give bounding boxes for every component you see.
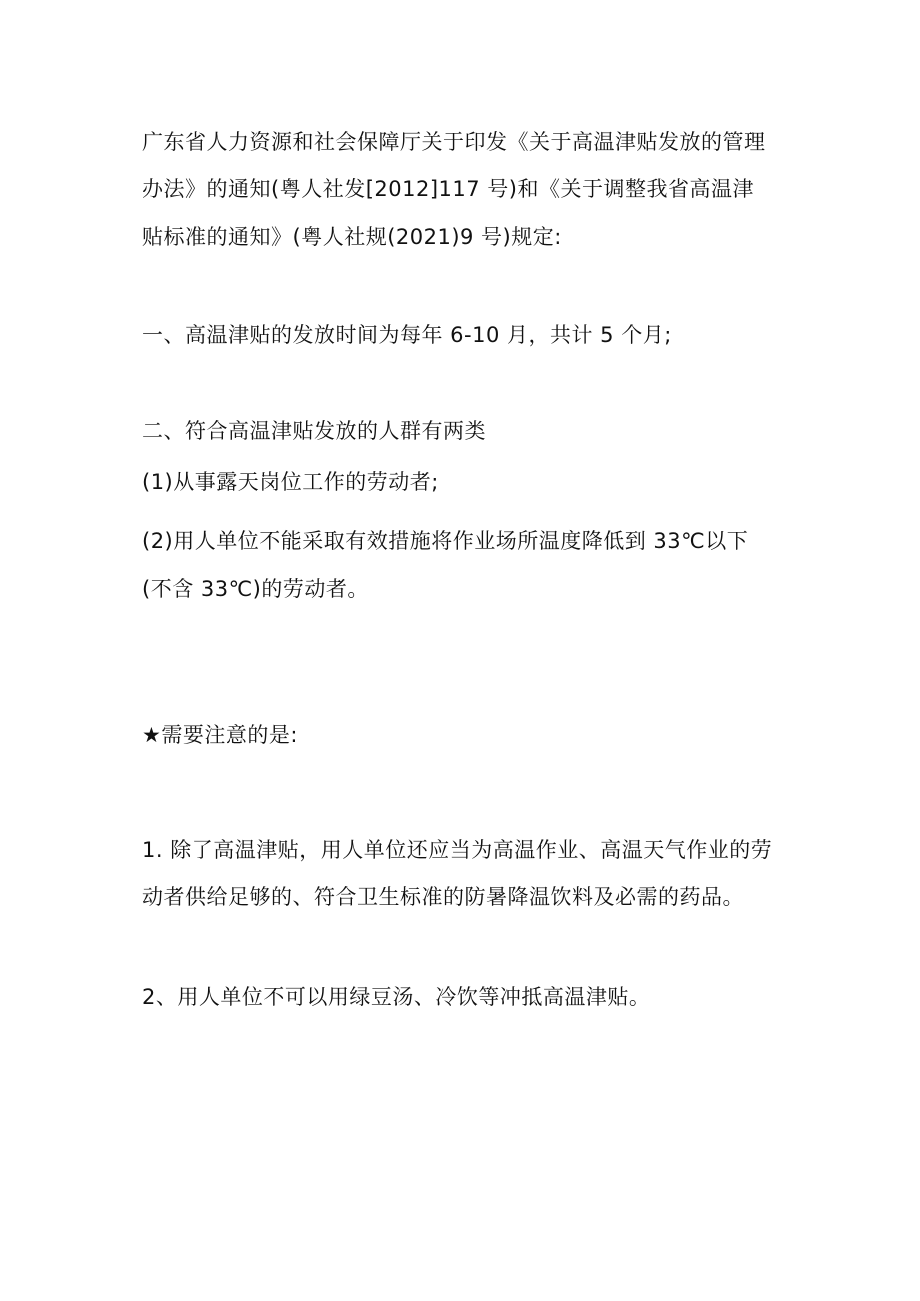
notice-2: 2、用人单位不可以用绿豆汤、冷饮等冲抵高温津贴。 [142, 985, 651, 1009]
point-1-payment-period: 一、高温津贴的发放时间为每年 6-10 月，共计 5 个月; [142, 323, 672, 347]
notice-heading: ★需要注意的是: [142, 723, 298, 747]
point-2-heading: 二、符合高温津贴发放的人群有两类 [142, 419, 486, 443]
notice-1-line-2: 动者供给足够的、符合卫生标准的防暑降温饮料及必需的药品。 [142, 885, 744, 909]
point-2-item-2-line-2: (不含 33℃)的劳动者。 [142, 577, 369, 601]
notice-1-line-1: 1. 除了高温津贴，用人单位还应当为高温作业、高温天气作业的劳 [142, 838, 773, 862]
point-2-item-1: (1)从事露天岗位工作的劳动者; [142, 470, 439, 494]
intro-line-1: 广东省人力资源和社会保障厅关于印发《关于高温津贴发放的管理 [142, 130, 766, 154]
point-2-item-2-line-1: (2)用人单位不能采取有效措施将作业场所温度降低到 33℃以下 [142, 529, 749, 553]
intro-line-3: 贴标准的通知》(粤人社规(2021)9 号)规定: [142, 225, 562, 249]
intro-line-2: 办法》的通知(粤人社发[2012]117 号)和《关于调整我省高温津 [142, 177, 754, 201]
